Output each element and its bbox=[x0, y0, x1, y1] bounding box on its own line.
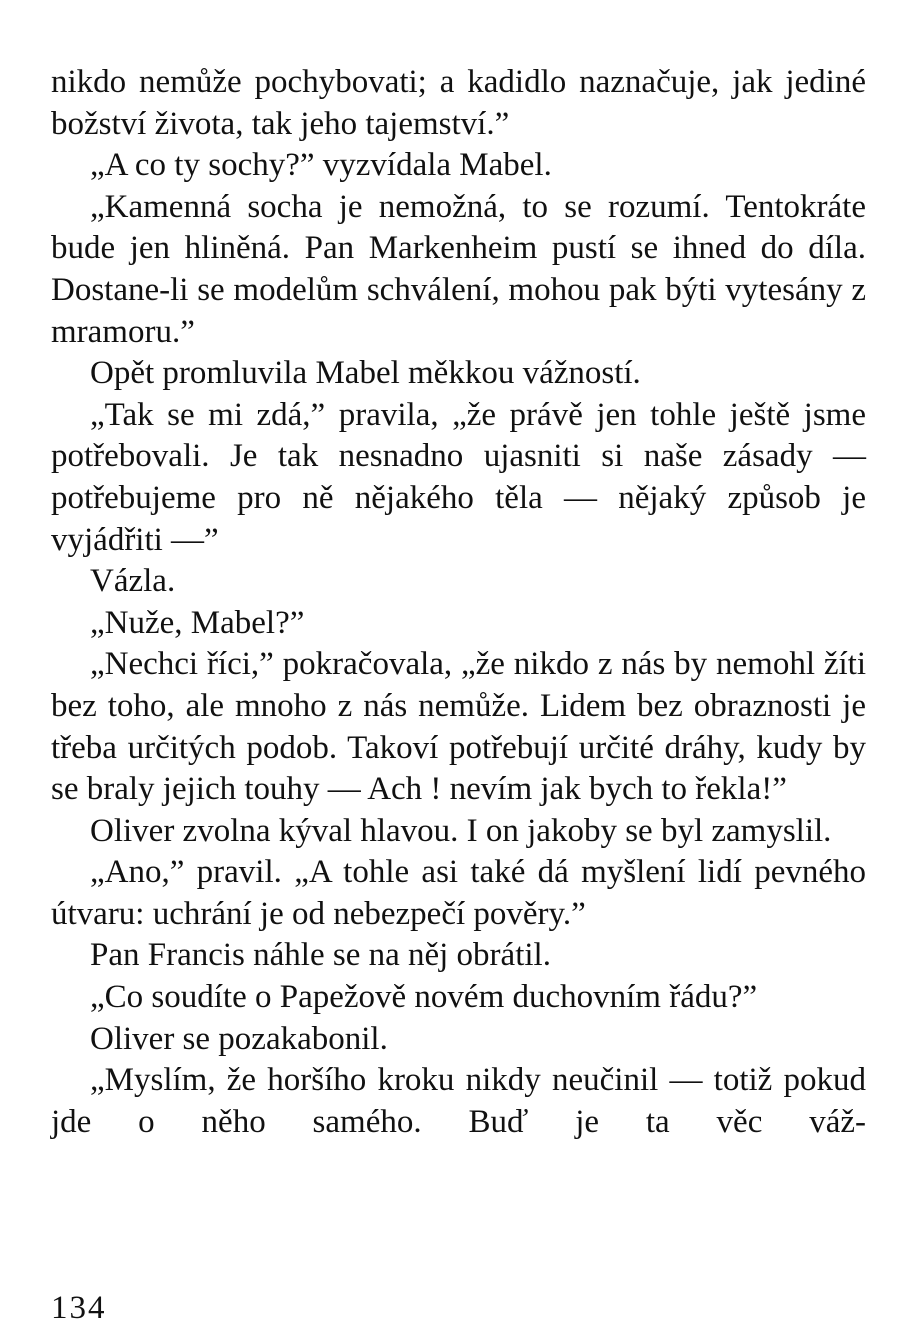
book-page-text bbox=[51, 62, 866, 1143]
paragraph-6: Vázla. bbox=[90, 563, 176, 600]
paragraph-12: „Co soudíte o Papežově novém duchovním řádu?” bbox=[90, 979, 758, 1016]
paragraph-1: nikdo nemůže pochybovati; a kadidlo naznačuje, jak jediné božství života, tak jeho tajemství.” bbox=[51, 64, 866, 142]
paragraph-13: Oliver se pozakabonil. bbox=[90, 1020, 388, 1057]
paragraph-2: „A co ty sochy?” vyzvídala Mabel. bbox=[90, 147, 552, 184]
paragraph-3: „Kamenná socha je nemožná, to se rozumí. Tentokráte bude jen hliněná. Pan Markenheim pustí se ihned do díla. Dostane-li se modelům schválení, mohou pak býti vytesány z mramoru.” bbox=[51, 188, 866, 350]
paragraph-8: „Nechci říci,” pokračovala, „že nikdo z nás by nemohl žíti bez toho, ale mnoho z nás nemůže. Lidem bez obraznosti je třeba určitých podob. Takoví potřebují určité dráhy, kudy by se braly jejich touhy — Ach ! nevím jak bych to řekla!” bbox=[51, 646, 866, 808]
paragraph-5: „Tak se mi zdá,” pravila, „že právě jen tohle ještě jsme potřebovali. Je tak nesnadno ujasniti si naše zásady — potřebujeme pro ně nějakého těla — nějaký způsob je vyjádřiti —” bbox=[51, 396, 866, 558]
page-number: 134 bbox=[51, 1290, 107, 1326]
paragraph-10: „Ano,” pravil. „A tohle asi také dá myšlení lidí pevného útvaru: uchrání je od nebezpečí pověry.” bbox=[51, 854, 866, 932]
paragraph-9: Oliver zvolna kýval hlavou. I on jakoby se byl zamyslil. bbox=[90, 812, 832, 849]
paragraph-11: Pan Francis náhle se na něj obrátil. bbox=[90, 937, 551, 974]
paragraph-14: „Myslím, že horšího kroku nikdy neučinil — totiž pokud jde o něho samého. Buď je ta věc váž- bbox=[51, 1062, 866, 1140]
paragraph-4: Opět promluvila Mabel měkkou vážností. bbox=[90, 355, 641, 392]
paragraph-7: „Nuže, Mabel?” bbox=[90, 604, 305, 641]
